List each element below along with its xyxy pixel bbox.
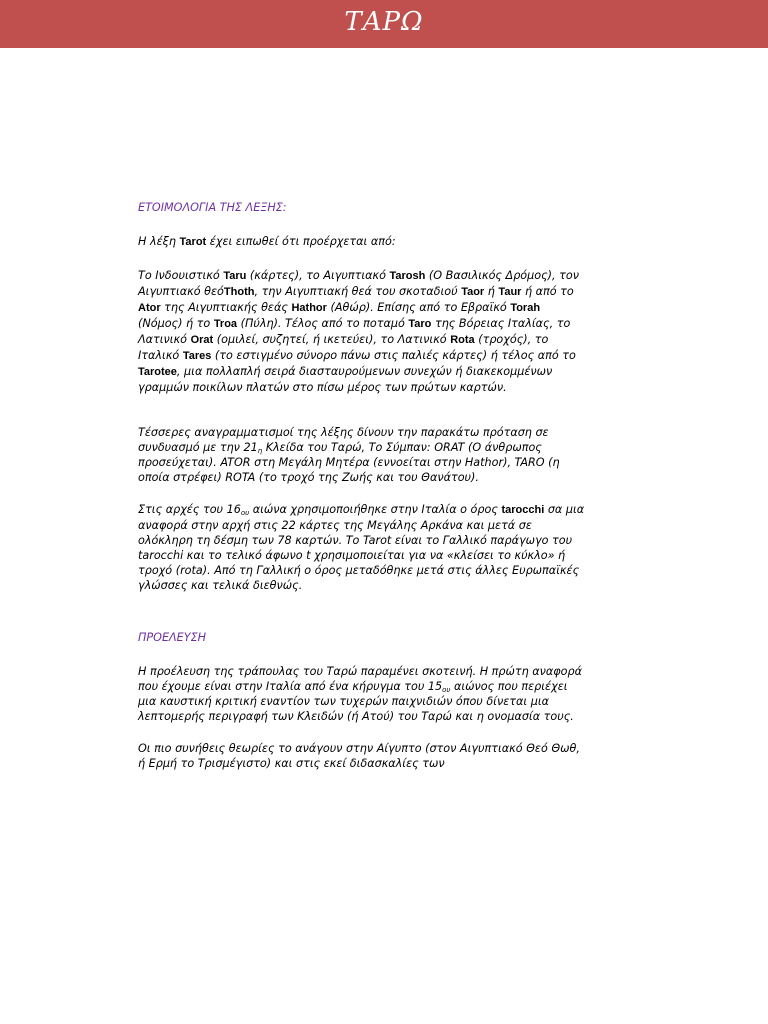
origin-paragraph-1 xyxy=(138,664,588,724)
text-run: Κλείδα του Ταρώ, Το Σύμπαν: ORAT (Ο άνθρωπος προσεύχεται). ATOR στη Μεγάλη Μητέρα (εννοείται στην Hathor), TARO (η οποία στρέφει) ROTA (το τροχό της Ζωής και του Θανάτου). xyxy=(138,441,560,484)
term-thoth: Thoth xyxy=(223,286,255,298)
term-tarot: Tarot xyxy=(179,236,207,248)
page-header-banner xyxy=(0,0,768,48)
text-run: (ομιλεί, συζητεί, ή ικετεύει), το Λατινικό xyxy=(213,333,451,346)
text-run: (Νόμος) ή το xyxy=(138,317,214,330)
text-run: Η προέλευση της τράπουλας του Ταρώ παραμένει σκοτεινή. Η πρώτη αναφορά που έχουμε είναι στην Ιταλία από ένα κήρυγμα του 15 xyxy=(138,665,582,693)
text-run: Το Ινδουιστικό xyxy=(138,269,224,282)
term-tarotee: Tarotee xyxy=(138,366,177,378)
ordinal-suffix: η xyxy=(257,447,263,455)
text-run: (Αθώρ). Επίσης από το Εβραϊκό xyxy=(326,301,511,314)
text-run: (Ο Βασιλικός Δρόμος), τον Αιγυπτιακό θεό xyxy=(138,269,579,298)
etymology-paragraph-1 xyxy=(138,234,588,250)
text-run: αιώνα χρησιμοποιήθηκε στην Ιταλία ο όρος xyxy=(249,503,502,516)
text-run: σα μια αναφορά στην αρχή στις 22 κάρτες της Μεγάλης Αρκάνα και μετά σε ολόκληρη τη δέσμη των 78 καρτών. Το Tarot είναι το Γαλλικό παράγωγο του tarocchi και το τελικό άφωνο t χρησιμοποιείται για να «κλείσει το κύκλο» ή τροχό (rota). Από τη Γαλλική ο όρος μεταδόθηκε μετά στις άλλες Ευρωπαϊκές γλώσσες και τελικά διεθνώς. xyxy=(138,503,585,592)
text-run: ή από το xyxy=(521,285,574,298)
term-ator: Ator xyxy=(138,302,161,314)
text-run: αιώνος που περιέχει μια καυστική κριτική εναντίον των τυχερών παιχνιδιών όπου δίνεται μια λεπτομερής περιγραφή των Κλειδών (ή Ατού) του Ταρώ και η ονομασία τους. xyxy=(138,680,574,723)
term-tares: Tares xyxy=(182,350,212,362)
text-run: (τροχός), το Ιταλικό xyxy=(138,333,549,362)
text-run: της Αιγυπτιακής θεάς xyxy=(160,301,292,314)
origin-paragraph-2: Οι πιο συνήθεις θεωρίες το ανάγουν στην Αίγυπτο (στον Αιγυπτιακό Θεό Θωθ, ή Ερμή το Τρισμέγιστο) και στις εκεί διδασκαλίες των xyxy=(138,742,580,770)
text-run: (κάρτες), το Αιγυπτιακό xyxy=(246,269,390,282)
term-orat: Orat xyxy=(190,334,214,346)
term-torah: Torah xyxy=(510,302,541,314)
ordinal-suffix: ου xyxy=(442,686,451,694)
text-run: ή xyxy=(484,285,499,298)
text-run: Στις αρχές του 16 xyxy=(138,503,241,516)
text-run: , την Αιγυπτιακή θεά του σκοταδιού xyxy=(254,285,462,298)
term-troa: Troa xyxy=(213,318,238,330)
etymology-paragraph-4 xyxy=(138,502,588,593)
text-run: (Πύλη). Τέλος από το ποταμό xyxy=(237,317,409,330)
text-run: έχει ειπωθεί ότι προέρχεται από: xyxy=(206,235,396,248)
ordinal-suffix: ου xyxy=(240,509,250,517)
text-run: της Βόρειας Ιταλίας, το Λατινικό xyxy=(138,317,571,346)
term-tarocchi: tarocchi xyxy=(501,504,545,516)
etymology-paragraph-3 xyxy=(138,425,588,485)
text-run: Η λέξη xyxy=(138,235,180,248)
term-hathor: Hathor xyxy=(291,302,327,314)
text-run: , μια πολλαπλή σειρά διασταυρούμενων συνεχών ή διακεκομμένων γραμμών ποικίλων πλατών στο πίσω μέρος των πρώτων καρτών. xyxy=(138,365,553,394)
term-taor: Taor xyxy=(461,286,485,298)
page-title: ΤΑΡΩ xyxy=(344,7,424,37)
term-taro: Taro xyxy=(408,318,432,330)
text-run: (το εστιγμένο σύνορο πάνω στις παλιές κάρτες) ή τέλος από το xyxy=(211,349,576,362)
etymology-heading: ΕΤΟΙΜΟΛΟΓΙΑ ΤΗΣ ΛΕΞΗΣ: xyxy=(138,201,287,214)
text-run: Τέσσερες αναγραμματισμοί της λέξης δίνουν την παρακάτω πρόταση σε συνδυασμό με την 21 xyxy=(138,426,549,454)
document-body xyxy=(138,200,588,771)
term-tarosh: Tarosh xyxy=(389,270,426,282)
term-taur: Taur xyxy=(498,286,522,298)
term-taru: Taru xyxy=(223,270,247,282)
origin-heading: ΠΡΟΕΛΕΥΣΗ xyxy=(138,631,207,644)
etymology-paragraph-2 xyxy=(138,268,588,395)
term-rota: Rota xyxy=(450,334,475,346)
